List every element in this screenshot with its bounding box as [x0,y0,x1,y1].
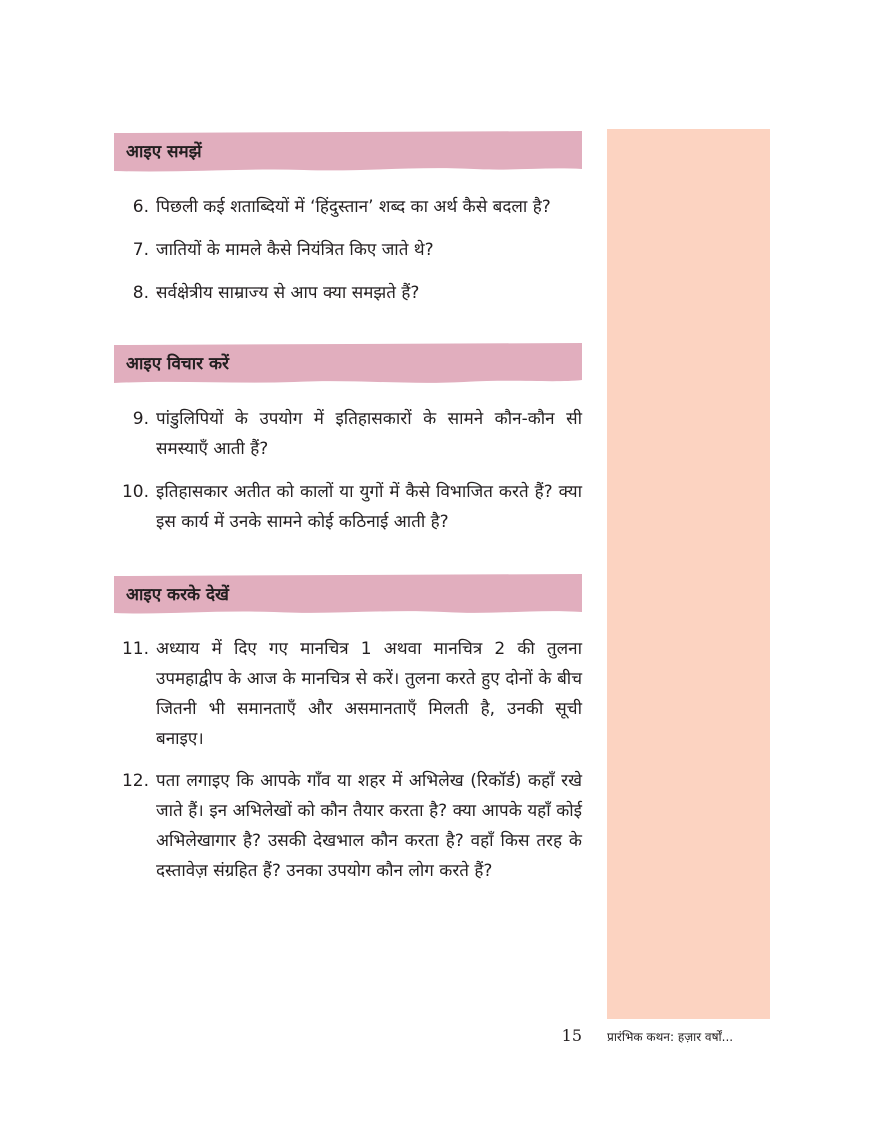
question-text: इतिहासकार अतीत को कालों या युगों में कैसे विभाजित करते हैं? क्या इस कार्य में उनके सामने कोई कठिनाई आती है? [156,482,582,532]
question-number: 8. [132,283,149,303]
section-header-vichar-karen [114,343,582,383]
running-footer-title: प्रारंभिक कथन: हज़ार वर्षों... [607,1030,734,1044]
question-text: अध्याय में दिए गए मानचित्र 1 अथवा मानचित्र 2 की तुलना उपमहाद्वीप के आज के मानचित्र से करें। तुलना करते हुए दोनों के बीच जितनी भी समानताएँ और असमानताएँ मिलती है, उनकी सूची बनाइए। [156,639,582,749]
question-item [114,235,582,265]
question-text: पांडुलिपियों के उपयोग में इतिहासकारों के सामने कौन-कौन सी समस्याएँ आती हैं? [156,409,582,459]
question-item [114,766,582,916]
question-text: सर्वक्षेत्रीय साम्राज्य से आप क्या समझते हैं? [156,283,420,303]
question-number: 10. [121,482,149,502]
question-text: पिछली कई शताब्दियों में ‘हिंदुस्तान’ शब्द का अर्थ कैसे बदला है? [156,197,551,217]
section-title: आइए करके देखें [126,585,229,605]
question-number: 11. [121,639,149,659]
side-margin-panel [607,129,770,1019]
question-item [114,634,582,754]
question-number: 9. [132,409,149,429]
section-title: आइए समझें [126,142,202,162]
question-item [114,192,582,222]
question-number: 7. [132,240,149,260]
question-item [114,477,582,537]
section-title: आइए विचार करें [126,354,229,374]
question-text: जातियों के मामले कैसे नियंत्रित किए जाते थे? [156,240,434,260]
question-text: पता लगाइए कि आपके गाँव या शहर में अभिलेख (रिकॉर्ड) कहाँ रखे जाते हैं। इन अभिलेखों को कौन तैयार करता है? क्या आपके यहाँ कोई अभिलेखागार है? उसकी देखभाल कौन करता है? वहाँ किस तरह के दस्तावेज़ संग्रहित हैं? उनका उपयोग कौन लोग करते हैं? [156,771,582,881]
page-number: 15 [561,1026,582,1045]
section-header-karke-dekhen [114,574,582,614]
question-item [114,404,582,464]
question-number: 6. [132,197,149,217]
question-item [114,278,582,308]
question-number: 12. [121,771,149,791]
section-header-samjhen [114,131,582,171]
